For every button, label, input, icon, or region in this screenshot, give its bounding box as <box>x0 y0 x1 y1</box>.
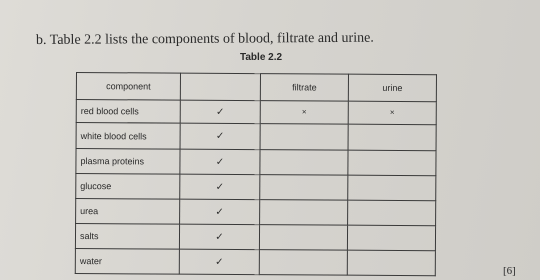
urine-cell[interactable] <box>348 101 436 125</box>
blood-cell: ✓ <box>180 100 260 123</box>
table-row <box>76 100 436 125</box>
blood-cell: ✓ <box>180 199 260 224</box>
header-blood <box>180 73 260 100</box>
cross-mark: × <box>301 106 307 116</box>
component-cell: glucose <box>76 174 180 200</box>
urine-cell[interactable] <box>348 200 436 226</box>
header-urine: urine <box>348 74 436 102</box>
urine-cell[interactable] <box>347 225 435 251</box>
blood-cell: ✓ <box>179 249 259 274</box>
component-cell: white blood cells <box>76 123 180 150</box>
table-title: Table 2.2 <box>240 52 283 63</box>
filtrate-cell[interactable] <box>260 124 348 151</box>
blood-cell: ✓ <box>180 149 260 174</box>
filtrate-cell[interactable] <box>260 175 348 201</box>
component-cell: plasma proteins <box>76 149 180 175</box>
filtrate-cell[interactable] <box>260 150 348 176</box>
header-component: component <box>76 73 180 101</box>
urine-cell[interactable] <box>348 150 436 176</box>
table-row <box>76 174 436 201</box>
question-text: b. Table 2.2 lists the components of blood, filtrate and urine. <box>35 30 374 48</box>
marks-allocation: [6] <box>503 265 516 277</box>
header-filtrate: filtrate <box>260 74 348 102</box>
table-row <box>76 123 436 151</box>
blood-cell: ✓ <box>180 174 260 199</box>
filtrate-cell[interactable] <box>259 225 347 251</box>
component-cell: water <box>75 248 179 274</box>
cross-mark: × <box>389 107 395 117</box>
table-row <box>75 224 435 251</box>
components-table-wrapper <box>75 72 437 276</box>
table-row <box>75 248 435 275</box>
blood-cell: ✓ <box>180 123 260 149</box>
components-table <box>75 72 437 276</box>
table-row <box>76 199 436 226</box>
urine-cell[interactable] <box>347 250 435 276</box>
filtrate-cell[interactable] <box>260 200 348 226</box>
filtrate-cell[interactable] <box>260 101 348 125</box>
table-row <box>76 149 436 176</box>
component-cell: red blood cells <box>76 100 180 124</box>
filtrate-cell[interactable] <box>259 250 347 276</box>
urine-cell[interactable] <box>348 175 436 201</box>
table-header-row <box>76 73 436 102</box>
component-cell: urea <box>76 199 180 225</box>
component-cell: salts <box>75 224 179 250</box>
urine-cell[interactable] <box>348 124 436 151</box>
blood-cell: ✓ <box>179 224 259 249</box>
